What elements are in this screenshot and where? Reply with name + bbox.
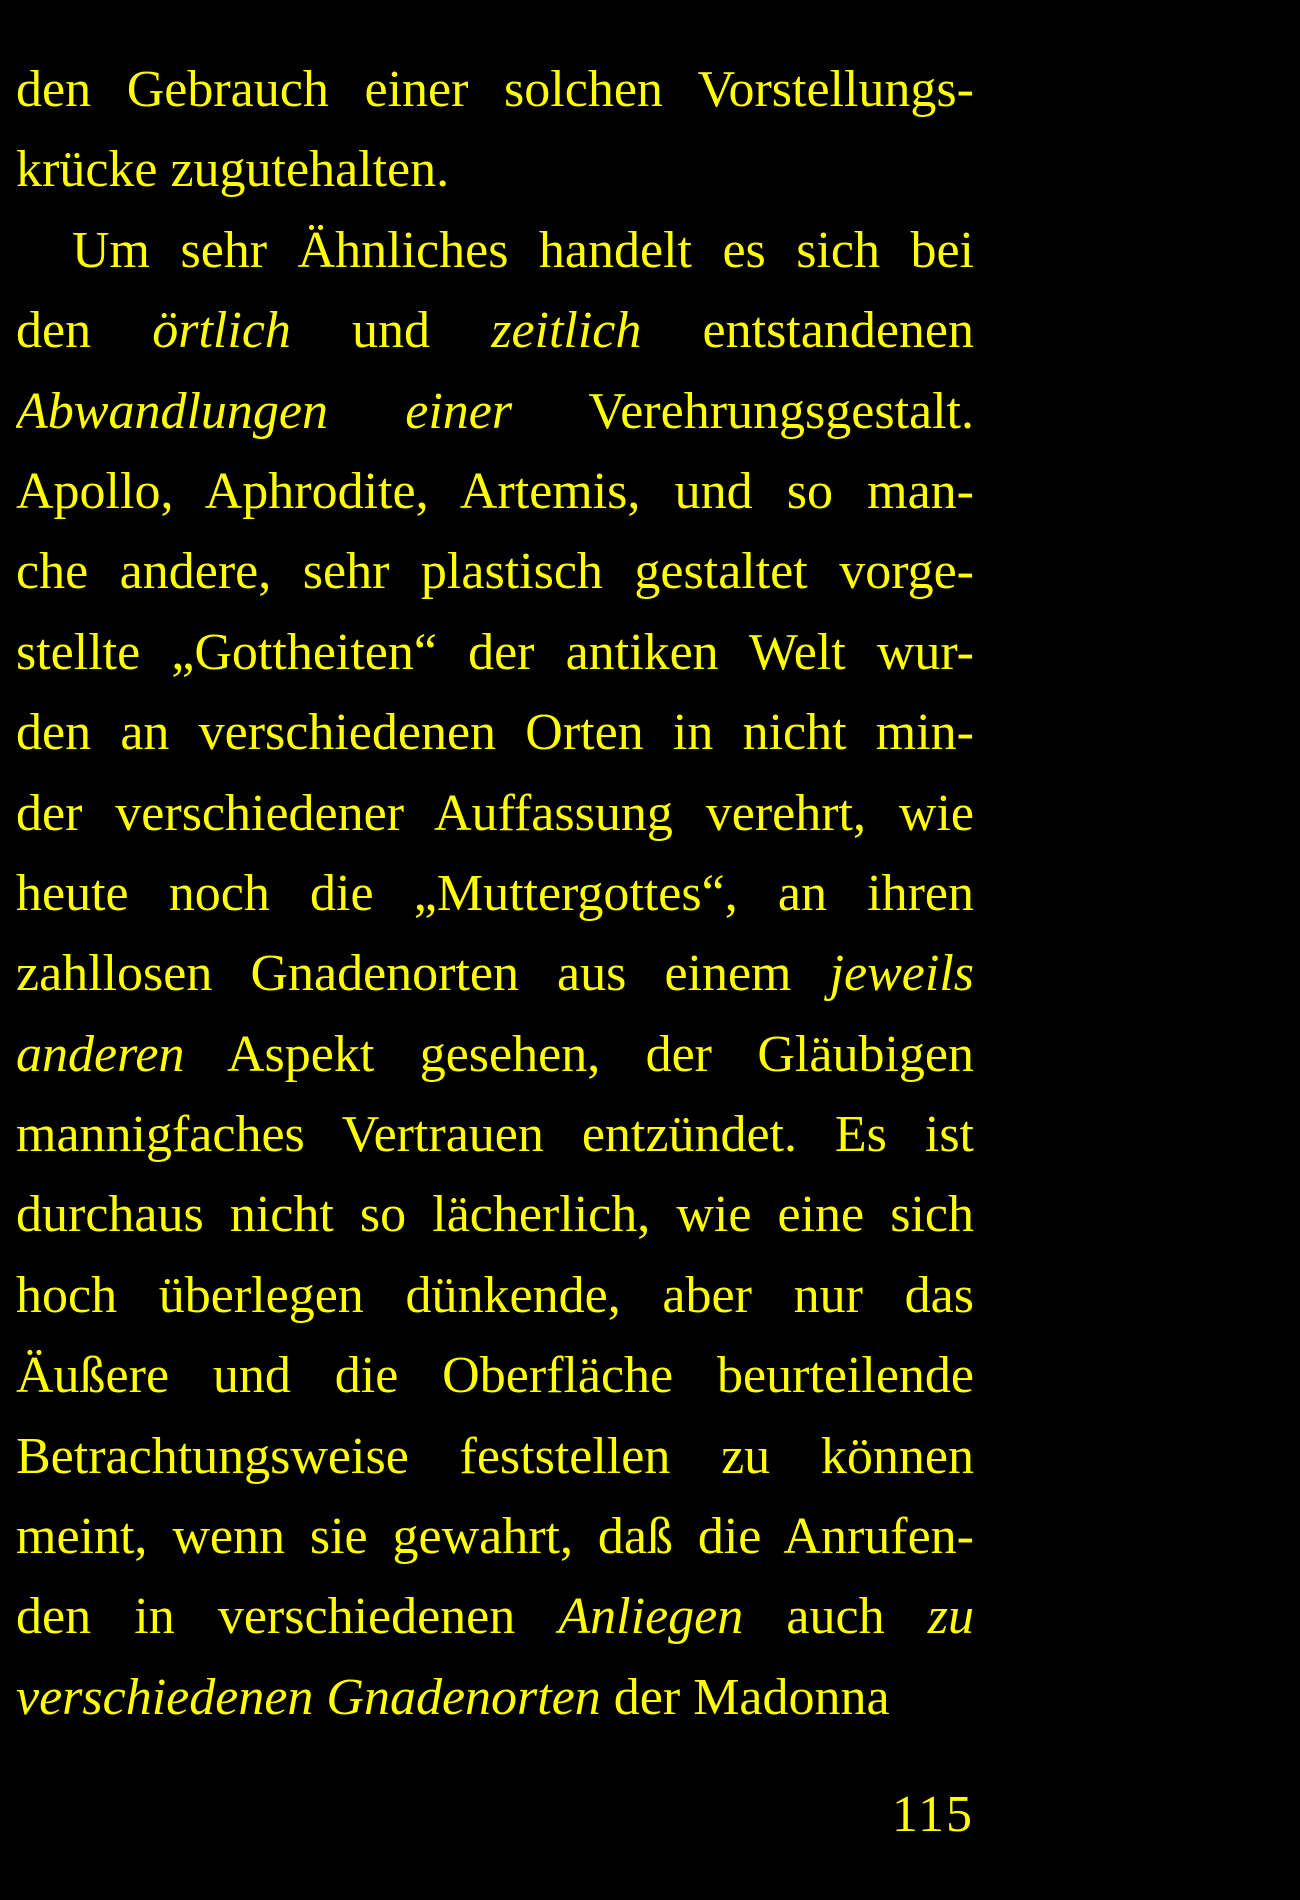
text-line [16, 613, 974, 693]
italic-text: Abwandlungen einer [16, 382, 513, 440]
text-line [16, 1095, 974, 1175]
text-segment: meint, wenn sie gewahrt, daß die Anrufen- [16, 1508, 974, 1566]
text-line [16, 854, 974, 934]
text-line [16, 934, 974, 1014]
text-line [16, 774, 974, 854]
text-segment: Apollo, Aphrodite, Artemis, und so man- [16, 462, 974, 520]
text-line [16, 211, 974, 291]
text-segment: che andere, sehr plastisch gestaltet vorge- [16, 543, 974, 601]
text-line [16, 1497, 974, 1577]
text-segment: den an verschiedenen Orten in nicht min- [16, 704, 974, 762]
italic-text: zeitlich [491, 302, 642, 360]
italic-text: jeweils [829, 945, 974, 1003]
italic-text: örtlich [152, 302, 291, 360]
text-line [16, 1175, 974, 1255]
text-segment: auch [743, 1588, 928, 1646]
text-segment: stellte „Gottheiten“ der antiken Welt wur- [16, 623, 974, 681]
text-segment: der Madonna [600, 1668, 890, 1726]
text-segment: durchaus nicht so lächerlich, wie eine sich [16, 1186, 974, 1244]
text-segment: der verschiedener Auffassung verehrt, wie [16, 784, 974, 842]
text-segment: Äußere und die Oberfläche beurteilende [16, 1347, 974, 1405]
text-segment: hoch überlegen dünkende, aber nur das [16, 1266, 974, 1324]
text-segment: und [290, 302, 492, 360]
text-segment: Betrachtungsweise feststellen zu können [16, 1427, 974, 1485]
text-line [16, 50, 974, 130]
text-segment: Um sehr Ähnliches handelt es sich bei [72, 221, 974, 279]
italic-text: zu [927, 1588, 974, 1646]
text-line [16, 291, 974, 371]
text-segment: den in verschiedenen [16, 1588, 559, 1646]
italic-text: anderen [16, 1025, 185, 1083]
text-line [16, 532, 974, 612]
text-line [16, 693, 974, 773]
text-line [16, 1336, 974, 1416]
text-segment: entstandenen [641, 302, 974, 360]
text-line [16, 1577, 974, 1657]
text-line [16, 1015, 974, 1095]
text-segment: krücke zugutehalten. [16, 141, 450, 199]
page-number: 115 [891, 1786, 974, 1843]
text-segment: den Gebrauch einer solchen Vorstellungs- [16, 61, 974, 118]
text-line [16, 130, 974, 210]
text-line [16, 1417, 974, 1497]
text-segment: Verehrungsgestalt. [512, 382, 974, 440]
text-line [16, 1256, 974, 1336]
text-line [16, 1658, 974, 1738]
body-text [16, 50, 974, 1738]
text-line [16, 452, 974, 532]
text-line [16, 372, 974, 452]
text-segment: heute noch die „Muttergottes“, an ihren [16, 864, 974, 922]
text-segment: den [16, 302, 153, 360]
italic-text: Anliegen [558, 1588, 744, 1646]
text-segment: Aspekt gesehen, der Gläubigen [184, 1025, 974, 1083]
text-segment: mannigfaches Vertrauen entzündet. Es ist [16, 1106, 974, 1164]
italic-text: verschiedenen Gnadenorten [16, 1668, 601, 1726]
text-segment: zahllosen Gnadenorten aus einem [16, 945, 830, 1003]
